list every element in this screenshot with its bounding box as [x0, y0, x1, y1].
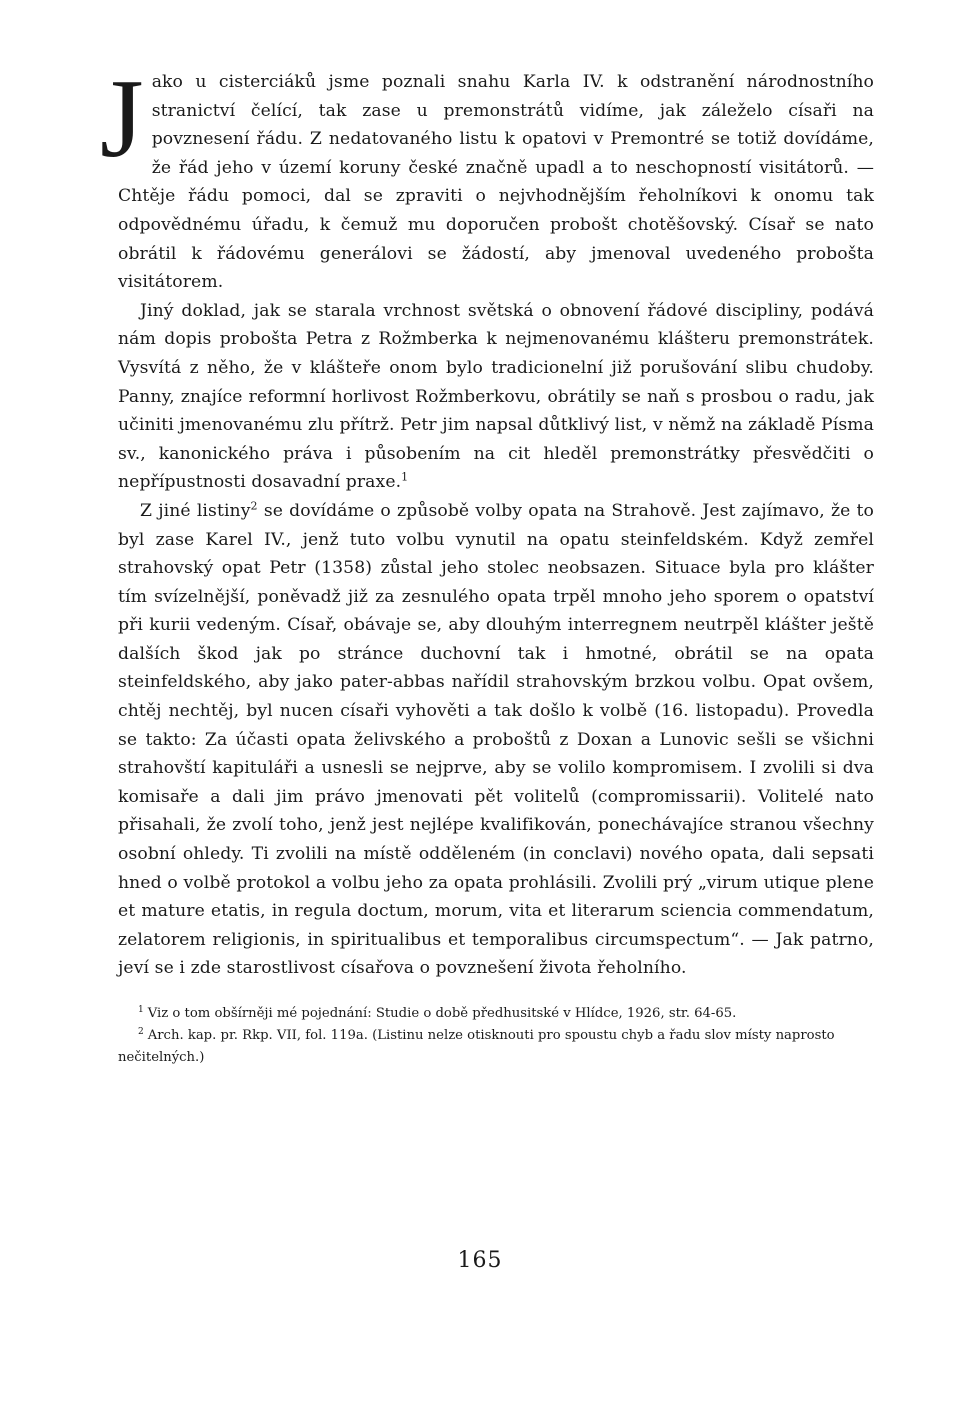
page: [100, 57, 874, 1069]
footnote-text: Viz o tom obšírněji mé pojednání: Studie o době předhusitské v Hlídce, 1926, str. 64-65.: [147, 1006, 737, 1021]
footnote-1: [118, 1003, 874, 1025]
footnote-2: [118, 1025, 874, 1069]
paragraph-3-lead: Z jiné listiny: [140, 500, 251, 521]
paragraph-3-text: se dovídáme o způsobě volby opata na Strahově. Jest zajímavo, že to byl zase Karel IV., jenž tuto volbu vynutil na opatu steinfeldském. Když zemřel strahovský opat Petr (1358) zůstal jeho stolec neobsazen. Situace byla pro klášter tím svízelnější, poněvadž již za zesnulého opata trpěl mnoho jeho sporem o opatství při kurii vedeným. Císař, obávaje se, aby dlouhým interregnem neutrpěl klášter ještě dalších škod jak po stránce duchovní tak i hmotné, obrátil se na opata steinfeldského, aby jako pater-abbas nařídil strahovským brzkou volbu. Opat ovšem, chtěj nechtěj, byl nucen císaři vyhověti a tak došlo k volbě (16. listopadu). Provedla se takto: Za účasti opata želivského a proboštů z Doxan a Lunovic sešli se všichni strahovští kapituláři a usnesli se nejprve, aby se volilo kompromisem. I zvolili si dva komisaře a dali jim právo jmenovati pět volitelů (compromissarii). Volitelé nato přisahali, že zvolí toho, jenž jest nejlépe kvalifikován, ponechávajíce stranou všechny osobní ohledy. Ti zvolili na místě odděleném (in conclavi) nového opata, dali sepsati hned o volbě protokol a volbu jeho za opata prohlásili. Zvolili prý „virum utique plene et mature etatis, in regula doctum, morum, vita et literarum sciencia commendatum, zelatorem religionis, in spiritualibus et temporalibus circumspectum“. — Jak patrno, jeví se i zde starostlivost císařova o povznešení života řeholního.: [118, 500, 874, 979]
footnote-number: 1: [138, 1004, 144, 1015]
footnote-text: Arch. kap. pr. Rkp. VII, fol. 119a. (Listinu nelze otisknouti pro spoustu chyb a řadu slov místy naprosto nečitelných.): [118, 1028, 835, 1065]
drop-cap: J: [100, 57, 144, 181]
paragraph-2: [118, 297, 874, 497]
paragraph-3: [118, 497, 874, 983]
body-text: [100, 57, 874, 983]
footnotes: [118, 1003, 874, 1069]
paragraph-2-text: Jiný doklad, jak se starala vrchnost světská o obnovení řádové discipliny, podává nám dopis probošta Petra z Rožmberka k nejmenovanému klášteru premonstrátek. Vysvítá z něho, že v klášteře onom bylo tradicionelní již porušování slibu chudoby. Panny, znajíce reformní horlivost Rožmberkovu, obrátily se naň s prosbou o radu, jak učiniti jmenovanému zlu přítrž. Petr jim napsal důtklivý list, v němž na základě Písma sv., kanonického práva i působením na cit hleděl premonstrátky přesvědčiti o nepřípustnosti dosavadní praxe.: [118, 300, 874, 493]
footnote-number: 2: [138, 1026, 144, 1037]
footnote-reference-1[interactable]: 1: [401, 470, 409, 484]
page-number: 165: [457, 1248, 503, 1273]
paragraph-1: [100, 57, 874, 297]
paragraph-1-text: ako u cisterciáků jsme poznali snahu Karla IV. k odstranění národnostního stranictví čelící, tak zase u premonstrátů vidíme, jak záleželo císaři na povznesení řádu. Z nedatovaného listu k opatovi v Premontré se totiž dovídáme, že řád jeho v území koruny české značně upadl a to neschopností visitátorů. — Chtěje řádu pomoci, dal se zpraviti o nejvhodnějším řeholníkovi k onomu tak odpovědnému úřadu, k čemuž mu doporučen probošt chotěšovský. Císař se nato obrátil k řádovému generálovi se žádostí, aby jmenoval uvedeného probošta visitátorem.: [118, 72, 874, 293]
footnote-reference-2[interactable]: 2: [250, 499, 258, 513]
